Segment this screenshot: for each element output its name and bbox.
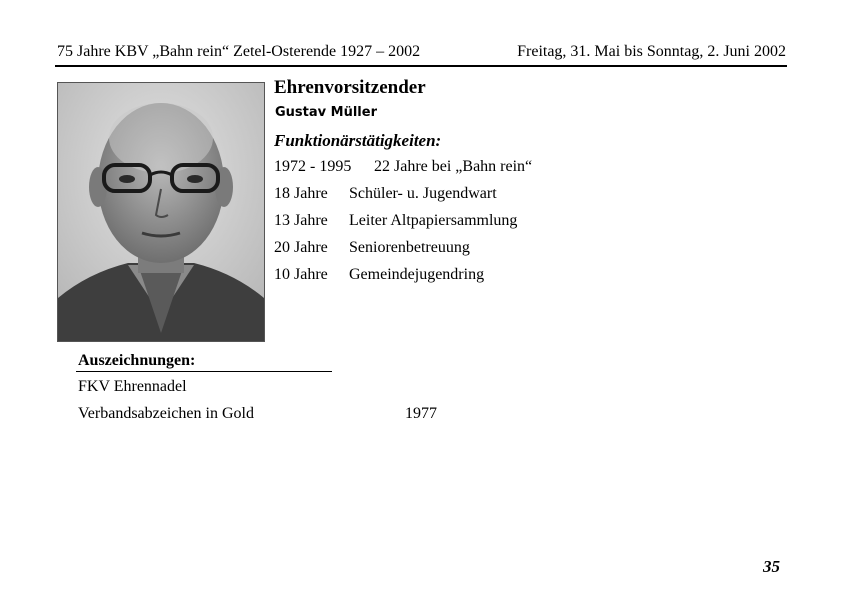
functions-heading: Funktionärstätigkeiten: xyxy=(274,131,442,150)
function-row xyxy=(274,265,485,285)
portrait-photo xyxy=(57,82,265,342)
function-period: 1972 - 1995 xyxy=(274,158,352,175)
function-period: 18 Jahre xyxy=(274,185,328,202)
award-name: FKV Ehrennadel xyxy=(78,378,187,395)
function-description: 22 Jahre bei „Bahn rein“ xyxy=(374,158,533,175)
function-row xyxy=(274,184,497,204)
award-year: 1977 xyxy=(405,405,437,422)
function-row xyxy=(274,238,470,258)
awards-heading-underline xyxy=(76,371,332,372)
header-left-text: 75 Jahre KBV „Bahn rein“ Zetel-Osterende 1927 – 2002 xyxy=(57,43,421,60)
function-row xyxy=(274,157,533,177)
function-row xyxy=(274,211,518,231)
function-period: 10 Jahre xyxy=(274,266,328,283)
page-number: 35 xyxy=(763,557,780,576)
header-right-text: Freitag, 31. Mai bis Sonntag, 2. Juni 2002 xyxy=(517,43,786,60)
award-name: Verbandsabzeichen in Gold xyxy=(78,405,254,422)
function-period: 20 Jahre xyxy=(274,239,328,256)
portrait-illustration xyxy=(58,83,264,341)
function-description: Schüler- u. Jugendwart xyxy=(349,185,497,202)
awards-heading: Auszeichnungen: xyxy=(78,352,196,369)
function-description: Seniorenbetreuung xyxy=(349,239,470,256)
profile-title: Ehrenvorsitzender xyxy=(274,77,426,98)
function-description: Leiter Altpapiersammlung xyxy=(349,212,518,229)
profile-name: Gustav Müller xyxy=(275,105,377,120)
function-description: Gemeindejugendring xyxy=(349,266,485,283)
function-period: 13 Jahre xyxy=(274,212,328,229)
header-rule xyxy=(55,65,787,67)
